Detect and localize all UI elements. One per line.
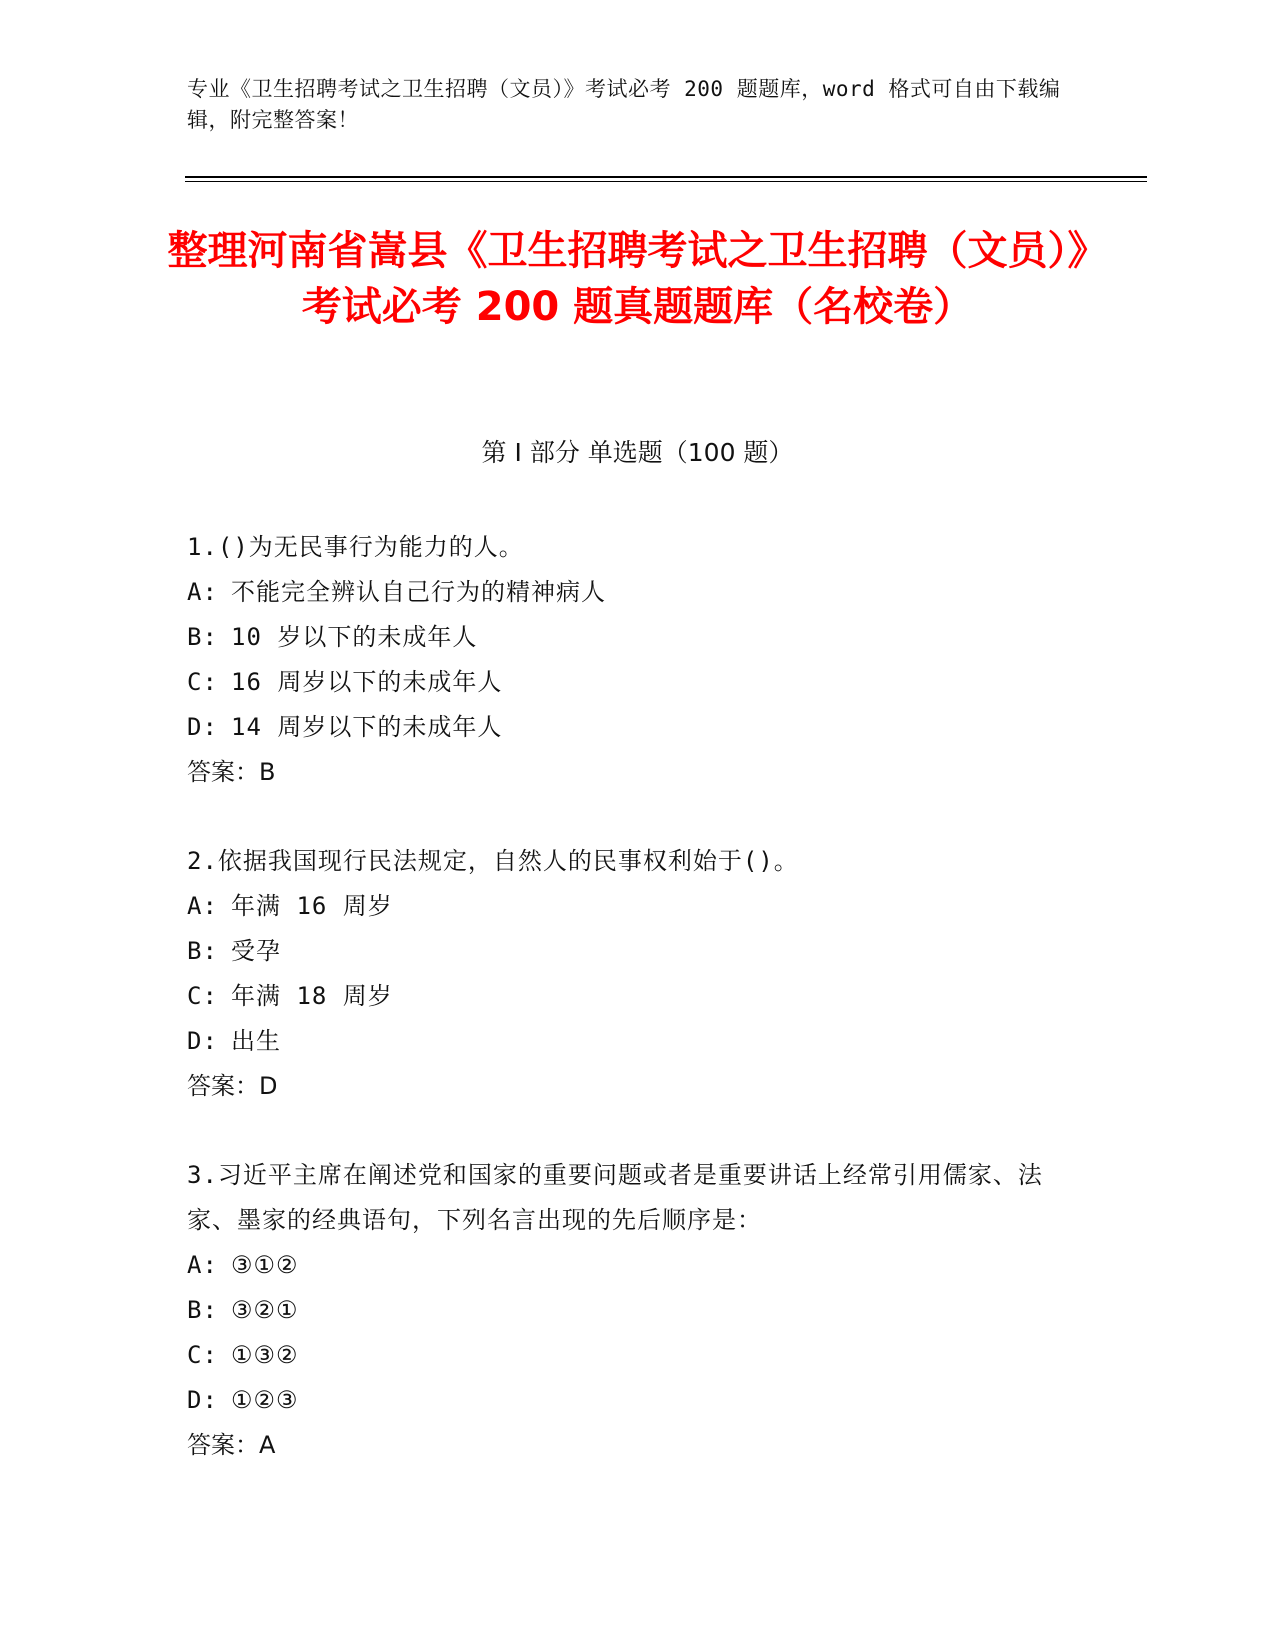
option-text: 年满 18 周岁 <box>231 982 393 1010</box>
answer-line: 答案：B <box>187 758 276 786</box>
option-a <box>187 884 1087 929</box>
document-title: 整理河南省嵩县《卫生招聘考试之卫生招聘（文员）》考试必考 200 题真题题库（名校卷） <box>167 228 1108 330</box>
section-title: 第 I 部分 单选题（100 题） <box>481 438 794 467</box>
option-letter: C: <box>187 668 218 696</box>
option-letter: D: <box>187 1027 218 1055</box>
option-letter: A: <box>187 1251 218 1279</box>
option-text: ③②① <box>231 1296 299 1324</box>
header-note: 专业《卫生招聘考试之卫生招聘（文员）》考试必考 200 题题库，word 格式可自由下载编辑，附完整答案！ <box>187 77 1061 132</box>
question-3 <box>187 1153 1087 1468</box>
option-text: 受孕 <box>231 937 281 965</box>
answer-line: 答案：A <box>187 1431 276 1459</box>
option-text: 不能完全辨认自己行为的精神病人 <box>231 578 606 606</box>
option-letter: B: <box>187 1296 218 1324</box>
header-divider-thick <box>185 176 1147 178</box>
option-b <box>187 615 1087 660</box>
option-text: ③①② <box>231 1251 299 1279</box>
header-divider-thin <box>185 181 1147 182</box>
question-1 <box>187 525 1087 795</box>
option-b <box>187 929 1087 974</box>
question-stem: 2.依据我国现行民法规定，自然人的民事权利始于()。 <box>187 847 799 875</box>
option-text: 14 周岁以下的未成年人 <box>231 713 503 741</box>
option-text: ①②③ <box>231 1386 299 1414</box>
option-d <box>187 705 1087 750</box>
option-c <box>187 660 1087 705</box>
option-letter: B: <box>187 937 218 965</box>
option-letter: A: <box>187 578 218 606</box>
option-d <box>187 1019 1087 1064</box>
question-list <box>187 525 1087 1512</box>
option-c <box>187 974 1087 1019</box>
answer-line: 答案：D <box>187 1072 278 1100</box>
option-letter: B: <box>187 623 218 651</box>
option-text: 10 岁以下的未成年人 <box>231 623 478 651</box>
option-letter: D: <box>187 713 218 741</box>
option-b <box>187 1288 1087 1333</box>
question-stem: 1.()为无民事行为能力的人。 <box>187 533 524 561</box>
option-text: 16 周岁以下的未成年人 <box>231 668 503 696</box>
option-text: 年满 16 周岁 <box>231 892 393 920</box>
option-letter: D: <box>187 1386 218 1414</box>
option-d <box>187 1378 1087 1423</box>
option-text: ①③② <box>231 1341 299 1369</box>
question-2 <box>187 839 1087 1109</box>
option-letter: A: <box>187 892 218 920</box>
option-text: 出生 <box>231 1027 281 1055</box>
option-a <box>187 570 1087 615</box>
option-c <box>187 1333 1087 1378</box>
option-letter: C: <box>187 1341 218 1369</box>
option-a <box>187 1243 1087 1288</box>
question-stem: 3.习近平主席在阐述党和国家的重要问题或者是重要讲话上经常引用儒家、法家、墨家的经典语句，下列名言出现的先后顺序是： <box>187 1161 1043 1234</box>
option-letter: C: <box>187 982 218 1010</box>
